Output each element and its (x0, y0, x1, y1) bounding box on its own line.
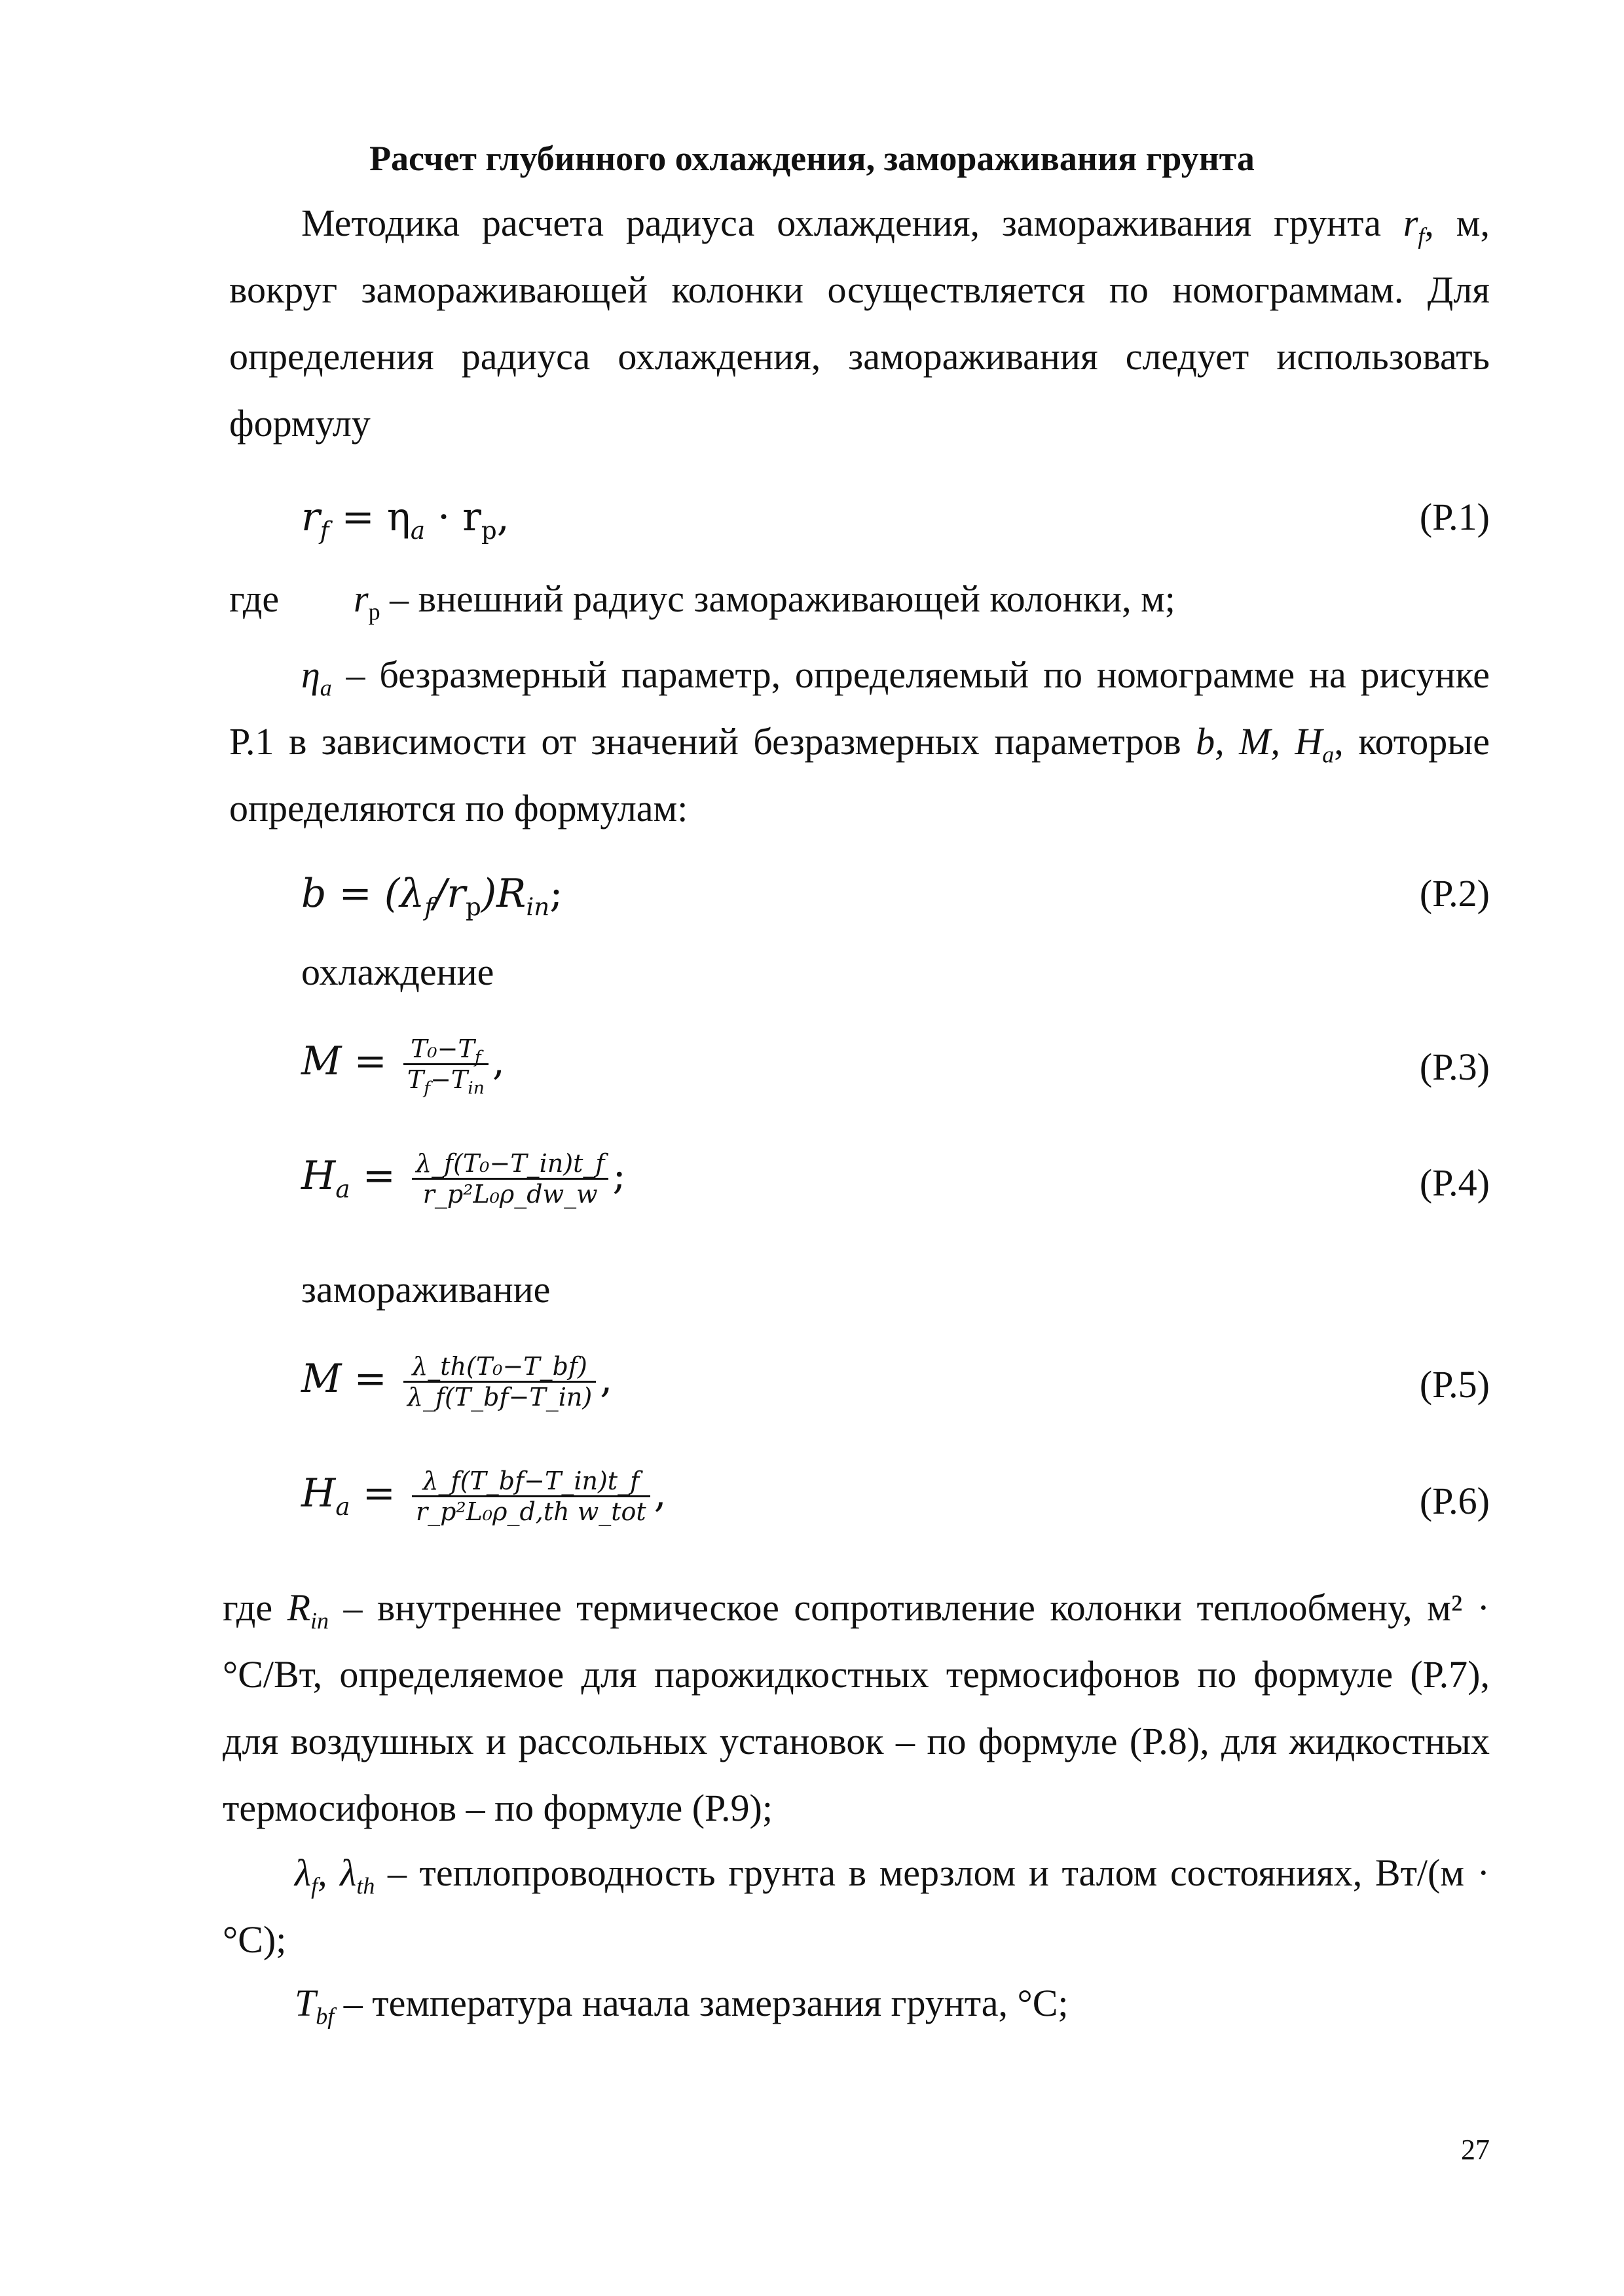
fraction-p3: $\frac{T_0-T_f}{T_f-T_{in}}$ (403, 1034, 489, 1094)
fraction-p4: $\frac{\text{λ\_f(T₀−T\_in)t\_f}}{\text{r\_p²L₀ρ\_dw\_w}}$ (412, 1149, 609, 1209)
equation-p6: $H_a$ = $\frac{\lambda\_f(T\_bf-T\_in)t\_f}{\text{r\_p²L₀ρ\_d,th w\_tot}}$ , (301, 1467, 667, 1526)
equation-p1: $r_f = \eta_a \cdot r_p$, (301, 494, 509, 545)
equation-number-p3: (Р.3) (1419, 1046, 1490, 1088)
freezing-label: замораживание (301, 1268, 551, 1311)
page-number: 27 (1461, 2134, 1490, 2166)
eta-definition: $\eta_a$ – безразмерный параметр, определяемый по номограмме на рисунке Р.1 в зависимости от значений безразмерных параметров b, M, $H_a$, которые определяются по формулам: (229, 653, 1490, 829)
equation-number-p5: (Р.5) (1419, 1363, 1490, 1406)
intro-paragraph: Методика расчета радиуса охлаждения, замораживания грунта $r_f$, м, вокруг замораживающей колонки осуществляется по номограммам. Для определения радиуса охлаждения, замораживания следует использовать формулу (229, 202, 1490, 445)
cooling-label: охлаждение (301, 951, 494, 993)
equation-number-p2: (Р.2) (1419, 872, 1490, 915)
symbol-rf: $r_f$ (1403, 202, 1425, 249)
equation-number-p1: (Р.1) (1419, 496, 1490, 538)
tbf-definition: $T_{bf}$ – температура начала замерзания грунта, °С; (295, 1982, 1069, 2030)
lambda-definition: $\lambda_f$, $\lambda_{th}$ – теплопроводность грунта в мерзлом и талом состояниях, Вт/(м · °С); (223, 1851, 1490, 1961)
equation-p3: M = $\frac{T_0-T_f}{T_f-T_{in}}$ , (301, 1034, 505, 1099)
where-label: где (229, 577, 280, 620)
fraction-p5: $\frac{\text{λ\_th(T₀−T\_bf)}}{\lambda\_f(T\_bf-T\_in)}$ (403, 1352, 596, 1412)
section-heading: Расчет глубинного охлаждения, замораживания грунта (369, 139, 1255, 178)
equation-p4: $H_a$ = $\frac{\text{λ\_f(T₀−T\_in)t\_f}}{\text{r\_p²L₀ρ\_dw\_w}}$ ; (301, 1149, 626, 1209)
equation-p5: M = $\frac{\text{λ\_th(T₀−T\_bf)}}{\lambda\_f(T\_bf-T\_in)}$ , (301, 1352, 613, 1412)
equation-number-p6: (Р.6) (1419, 1480, 1490, 1522)
fraction-p6: $\frac{\lambda\_f(T\_bf-T\_in)t\_f}{\text{r\_p²L₀ρ\_d,th w\_tot}}$ (412, 1467, 650, 1526)
rin-definition: где $R_{in}$ – внутреннее термическое сопротивление колонки теплообмену, м² · °С/Вт, определяемое для парожидкостных термосифонов по формуле (Р.7), для воздушных и рассольных установок – по формуле (Р.8), для жидкостных термосифонов – по формуле (Р.9); (223, 1586, 1490, 1829)
equation-number-p4: (Р.4) (1419, 1161, 1490, 1204)
rp-definition: $r_p$ – внешний радиус замораживающей колонки, м; (354, 577, 1175, 625)
equation-p2: $b = (\lambda_f/r_p)R_{in}$; (301, 871, 563, 921)
